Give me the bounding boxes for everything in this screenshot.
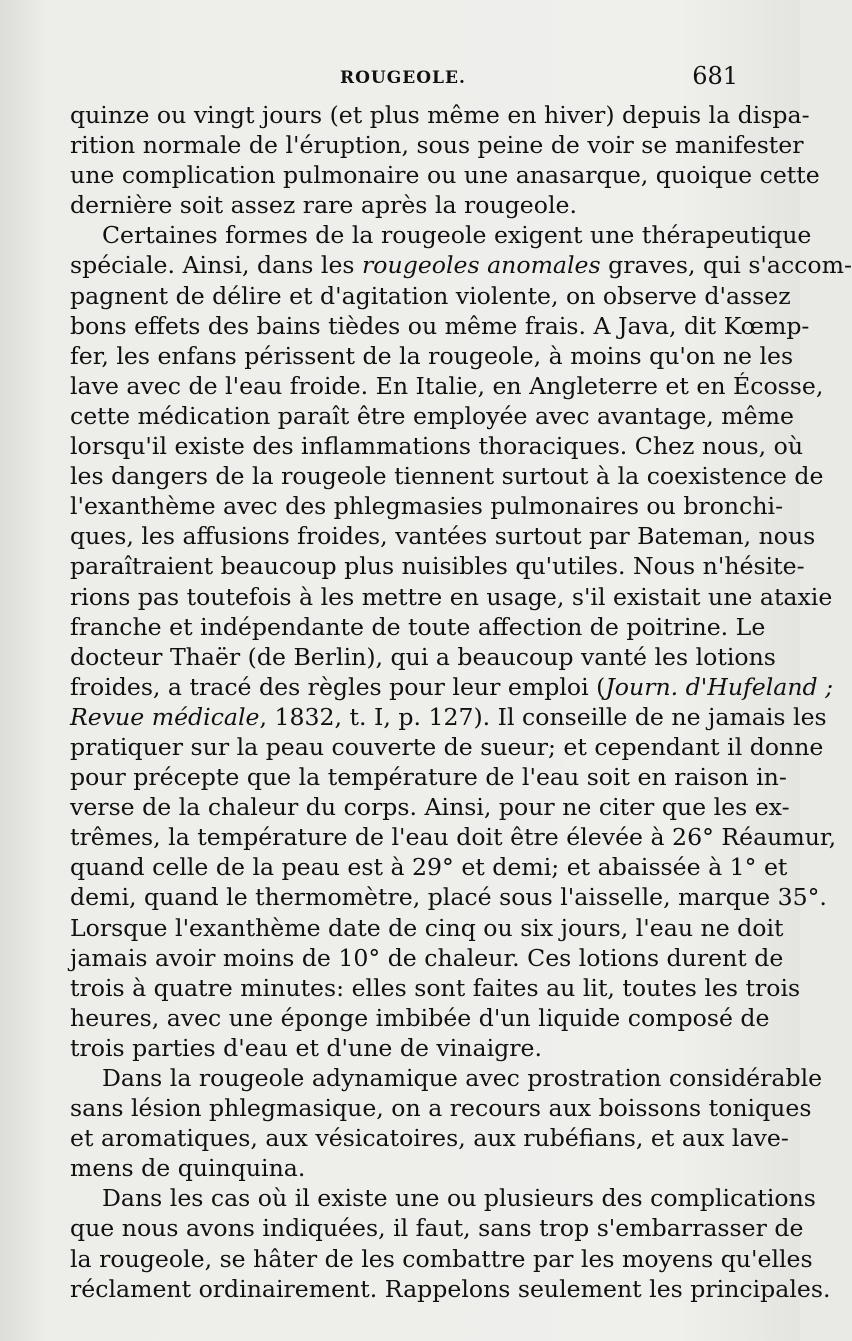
text-line: Certaines formes de la rougeole exigent une thérapeutique bbox=[102, 221, 812, 250]
text-line: Dans la rougeole adynamique avec prostration considérable bbox=[102, 1064, 823, 1092]
text-line: trois parties d'eau et d'une de vinaigre. bbox=[70, 1033, 542, 1062]
text-line: fer, les enfans périssent de la rougeole, à moins qu'on ne les bbox=[70, 341, 794, 370]
text-line: lorsqu'il existe des inflammations thoraciques. Chez nous, où bbox=[70, 432, 804, 461]
text-line: dernière soit assez rare après la rougeole. bbox=[70, 191, 577, 220]
body-text bbox=[70, 100, 852, 1304]
italic-citation: Journ. d'Hufeland ; bbox=[605, 672, 834, 701]
text-line bbox=[70, 250, 852, 280]
text-line: quinze ou vingt jours (et plus même en hiver) depuis la dispa- bbox=[70, 101, 810, 129]
text-line: sans lésion phlegmasique, on a recours aux boissons toniques bbox=[70, 1094, 812, 1123]
italic-citation: Revue médicale bbox=[70, 702, 260, 731]
text-line: jamais avoir moins de 10° de chaleur. Ces lotions durent de bbox=[70, 943, 784, 972]
running-title: ROUGEOLE. bbox=[340, 68, 466, 88]
text-line: la rougeole, se hâter de les combattre par les moyens qu'elles bbox=[70, 1244, 813, 1273]
text-line: quand celle de la peau est à 29° et demi; et abaissée à 1° et bbox=[70, 853, 788, 882]
text-line: les dangers de la rougeole tiennent surtout à la coexistence de bbox=[70, 462, 824, 491]
text-line: rions pas toutefois à les mettre en usage, s'il existait une ataxie bbox=[70, 582, 833, 611]
text-line: mens de quinquina. bbox=[70, 1154, 306, 1183]
text-line: heures, avec une éponge imbibée d'un liquide composé de bbox=[70, 1003, 770, 1032]
text-line: une complication pulmonaire ou une anasarque, quoique cette bbox=[70, 161, 820, 190]
text-line: Dans les cas où il existe une ou plusieurs des complications bbox=[102, 1184, 816, 1213]
text-line: docteur Thaër (de Berlin), qui a beaucoup vanté les lotions bbox=[70, 642, 776, 671]
text-segment: graves, qui s'accom- bbox=[600, 251, 852, 280]
text-line: l'exanthème avec des phlegmasies pulmonaires ou bronchi- bbox=[70, 492, 784, 521]
text-line: ques, les affusions froides, vantées surtout par Bateman, nous bbox=[70, 522, 816, 551]
text-line: pagnent de délire et d'agitation violente, on observe d'assez bbox=[70, 281, 791, 310]
text-line: pour précepte que la température de l'eau soit en raison in- bbox=[70, 763, 787, 792]
page-header bbox=[70, 62, 738, 92]
text-line: réclament ordinairement. Rappelons seulement les principales. bbox=[70, 1274, 831, 1303]
text-line: et aromatiques, aux vésicatoires, aux rubéfians, et aux lave- bbox=[70, 1124, 789, 1153]
text-line: demi, quand le thermomètre, placé sous l'aisselle, marque 35°. bbox=[70, 883, 827, 912]
text-line bbox=[70, 672, 834, 702]
text-segment: froides, a tracé des règles pour leur emploi ( bbox=[70, 672, 606, 701]
text-line: pratiquer sur la peau couverte de sueur; et cependant il donne bbox=[70, 732, 824, 761]
text-line: cette médication paraît être employée avec avantage, même bbox=[70, 401, 794, 430]
page-number: 681 bbox=[692, 62, 738, 90]
text-line: bons effets des bains tièdes ou même frais. A Java, dit Kœmp- bbox=[70, 311, 810, 340]
text-line: paraîtraient beaucoup plus nuisibles qu'utiles. Nous n'hésite- bbox=[70, 552, 805, 581]
text-line: lave avec de l'eau froide. En Italie, en Angleterre et en Écosse, bbox=[70, 371, 824, 400]
text-segment: , 1832, t. I, p. 127). Il conseille de ne jamais les bbox=[259, 702, 827, 731]
text-line: Lorsque l'exanthème date de cinq ou six jours, l'eau ne doit bbox=[70, 913, 784, 942]
text-line: franche et indépendante de toute affection de poitrine. Le bbox=[70, 612, 766, 641]
italic-term: rougeoles anomales bbox=[362, 251, 601, 280]
text-line: rition normale de l'éruption, sous peine de voir se manifester bbox=[70, 131, 804, 160]
text-line: verse de la chaleur du corps. Ainsi, pour ne citer que les ex- bbox=[70, 793, 790, 822]
text-segment: spéciale. Ainsi, dans les bbox=[70, 251, 363, 280]
text-line: trois à quatre minutes: elles sont faites au lit, toutes les trois bbox=[70, 973, 801, 1002]
text-line: que nous avons indiquées, il faut, sans trop s'embarrasser de bbox=[70, 1214, 804, 1243]
text-line bbox=[70, 702, 827, 732]
text-line: trêmes, la température de l'eau doit être élevée à 26° Réaumur, bbox=[70, 823, 837, 852]
